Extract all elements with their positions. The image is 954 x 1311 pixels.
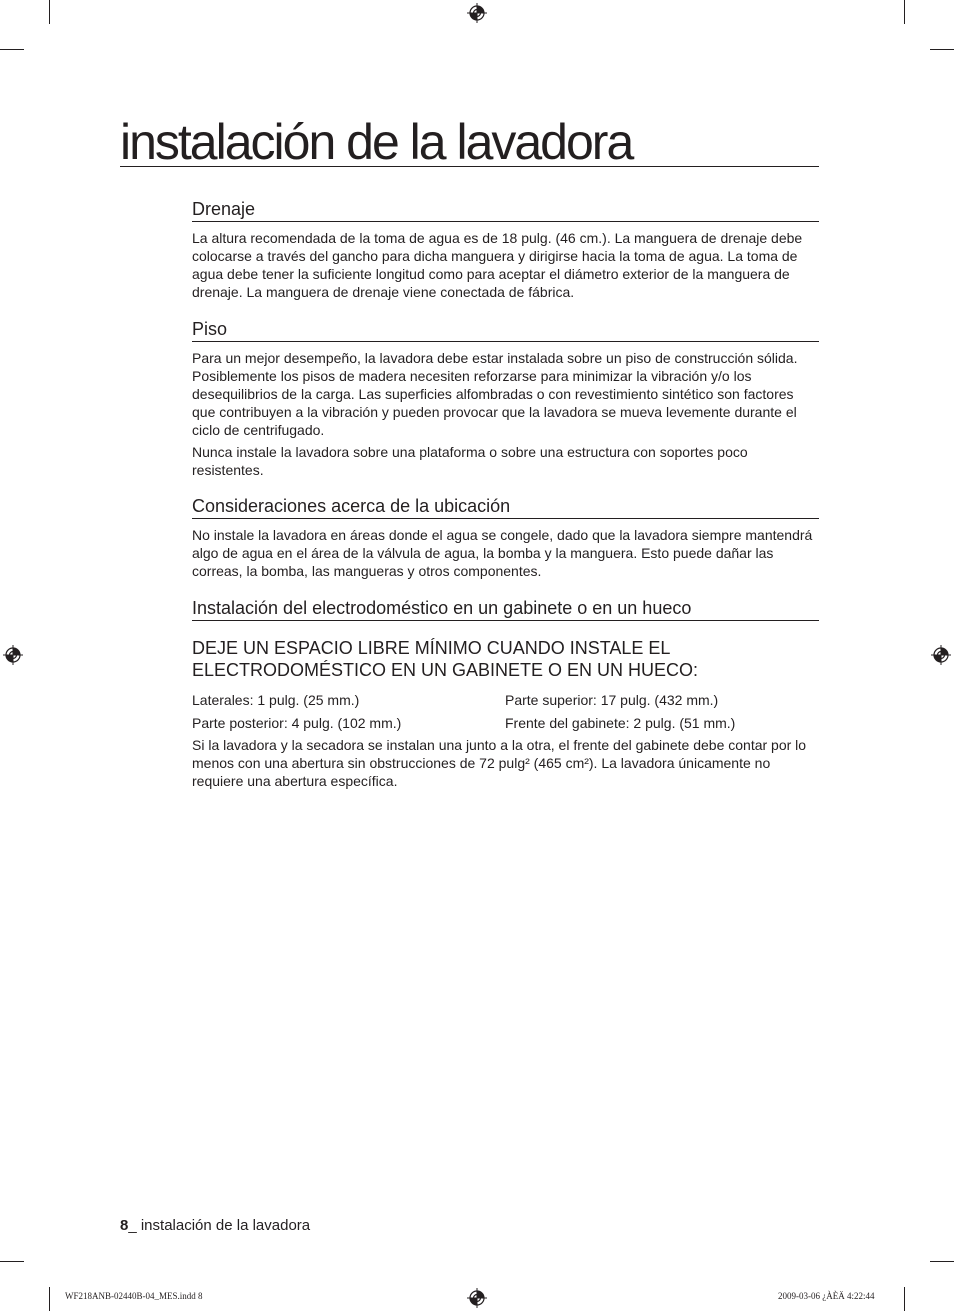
section-heading-instalacion: Instalación del electrodoméstico en un gabinete o en un hueco (192, 597, 819, 621)
crop-mark-bottom-right-h (930, 1261, 954, 1262)
footer-section-label: _ instalación de la lavadora (128, 1217, 311, 1234)
section-instalacion (192, 597, 819, 790)
crop-mark-top-right-h (930, 49, 954, 50)
crop-mark-top-right (904, 0, 905, 24)
paragraph-piso-2: Nunca instale la lavadora sobre una plataforma o sobre una estructura con soportes poco resistentes. (192, 444, 748, 478)
paragraph-piso-1: Para un mejor desempeño, la lavadora debe estar instalada sobre un piso de construcción sólida. Posiblemente los pisos de madera necesiten reforzarse para minimizar la vibración y/o los desequilibrios de la carga. Las superficies alfombradas o con revestimiento sintético son factores que contribuyen a la vibración y pueden provocar que la lavadora se mueva levemente durante el ciclo de centrifugado. (192, 350, 798, 438)
crop-mark-bottom-right (904, 1287, 905, 1311)
clearance-warning-line-1: DEJE UN ESPACIO LIBRE MÍNIMO CUANDO INSTALE EL (192, 638, 671, 658)
registration-mark-icon (931, 645, 951, 665)
clearance-warning-heading (192, 637, 819, 681)
main-content (192, 198, 819, 790)
clearance-warning-line-2: ELECTRODOMÉSTICO EN UN GABINETE O EN UN HUECO: (192, 660, 699, 680)
paragraph-drenaje: La altura recomendada de la toma de agua es de 18 pulg. (46 cm.). La manguera de drenaje debe colocarse a través del gancho para dicha manguera y dirigirse hacia la toma de agua. La toma de agua debe tener la suficiente longitud como para aceptar el diámetro exterior de la manguera de drenaje. La manguera de drenaje viene conectada de fábrica. (192, 230, 803, 300)
print-slug-date: 2009-03-06 ¿ÀÈÄ 4:22:44 (778, 1291, 875, 1301)
crop-mark-top-left-h (0, 49, 24, 50)
clearance-item: Parte posterior: 4 pulg. (102 mm.) (192, 715, 402, 731)
crop-mark-bottom-left-h (0, 1261, 24, 1262)
crop-mark-top-left (49, 0, 50, 24)
section-ubicacion (192, 495, 819, 580)
clearance-item: Frente del gabinete: 2 pulg. (51 mm.) (505, 715, 736, 731)
section-piso (192, 318, 819, 479)
registration-mark-icon (467, 3, 487, 23)
page-title: instalación de la lavadora (120, 112, 819, 167)
clearance-item: Parte superior: 17 pulg. (432 mm.) (505, 692, 719, 708)
clearance-item: Laterales: 1 pulg. (25 mm.) (192, 692, 360, 708)
crop-mark-bottom-left (49, 1287, 50, 1311)
registration-mark-icon (467, 1288, 487, 1308)
section-heading-piso: Piso (192, 318, 819, 342)
section-drenaje (192, 198, 819, 301)
paragraph-ubicacion: No instale la lavadora en áreas donde el agua se congele, dado que la lavadora siempre mantendrá algo de agua en el área de la válvula de agua, la bomba y la manguera. Esto puede dañar las correas, la bomba, las mangueras y otros componentes. (192, 527, 813, 579)
page-footer (120, 1216, 310, 1236)
registration-mark-icon (3, 645, 23, 665)
clearance-list (192, 689, 819, 735)
page-number: 8 (120, 1217, 129, 1234)
section-heading-ubicacion: Consideraciones acerca de la ubicación (192, 495, 819, 519)
print-slug-file: WF218ANB-02440B-04_MES.indd 8 (65, 1291, 203, 1301)
section-heading-drenaje: Drenaje (192, 198, 819, 222)
paragraph-instalacion: Si la lavadora y la secadora se instalan una junto a la otra, el frente del gabinete debe contar por lo menos con una abertura sin obstrucciones de 72 pulg² (465 cm²). La lavadora únicamente no requiere una abertura específica. (192, 737, 807, 789)
